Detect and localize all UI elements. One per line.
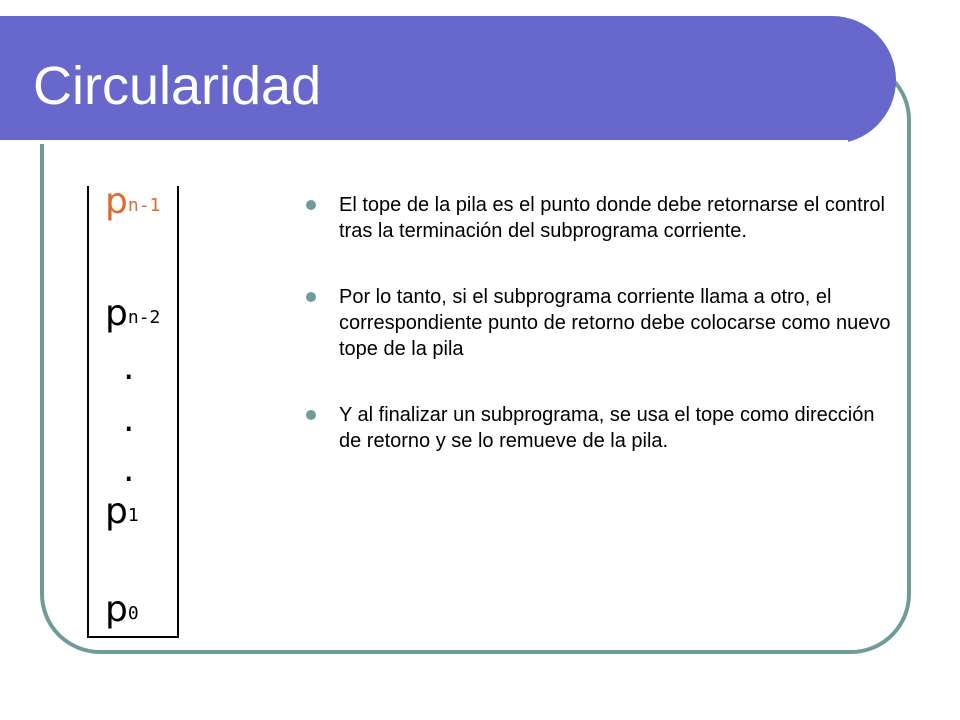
slide-title: Circularidad	[33, 56, 322, 116]
stack-item-subscript: 0	[127, 603, 139, 624]
bullet-item	[306, 192, 896, 244]
bullet-item	[306, 284, 896, 362]
stack-item-base: p	[105, 589, 128, 630]
stack-item-subscript: n-1	[127, 195, 161, 216]
stack-item-subscript: n-2	[127, 307, 161, 328]
stack-item-top	[105, 182, 160, 226]
ellipsis-dot: .	[123, 399, 135, 440]
stack-item	[105, 492, 139, 536]
bullet-text: Y al finalizar un subprograma, se usa el tope como dirección de retorno y se lo remueve de la pila.	[339, 404, 875, 452]
stack-item-base: p	[105, 491, 128, 532]
bullet-dot-icon	[306, 410, 316, 420]
stack-item-base: p	[105, 293, 128, 334]
bullet-dot-icon	[306, 200, 316, 210]
stack-item	[105, 294, 160, 338]
bullet-text: Por lo tanto, si el subprograma corriente llama a otro, el correspondiente punto de retorno debe colocarse como nuevo tope de la pila	[339, 286, 891, 360]
ellipsis-dot: .	[123, 347, 135, 388]
ellipsis-dot: .	[123, 449, 135, 490]
bullet-item	[306, 402, 896, 454]
stack-item-subscript: 1	[127, 505, 139, 526]
bullet-dot-icon	[306, 292, 316, 302]
stack-diagram	[87, 181, 179, 638]
bullet-text: El tope de la pila es el punto donde debe retornarse el control tras la terminación del subprograma corriente.	[339, 194, 885, 242]
title-banner	[0, 16, 896, 144]
stack-item-base: p	[105, 181, 128, 222]
title-underline	[0, 140, 848, 144]
stack-item	[105, 590, 139, 634]
bullet-list	[306, 192, 896, 454]
